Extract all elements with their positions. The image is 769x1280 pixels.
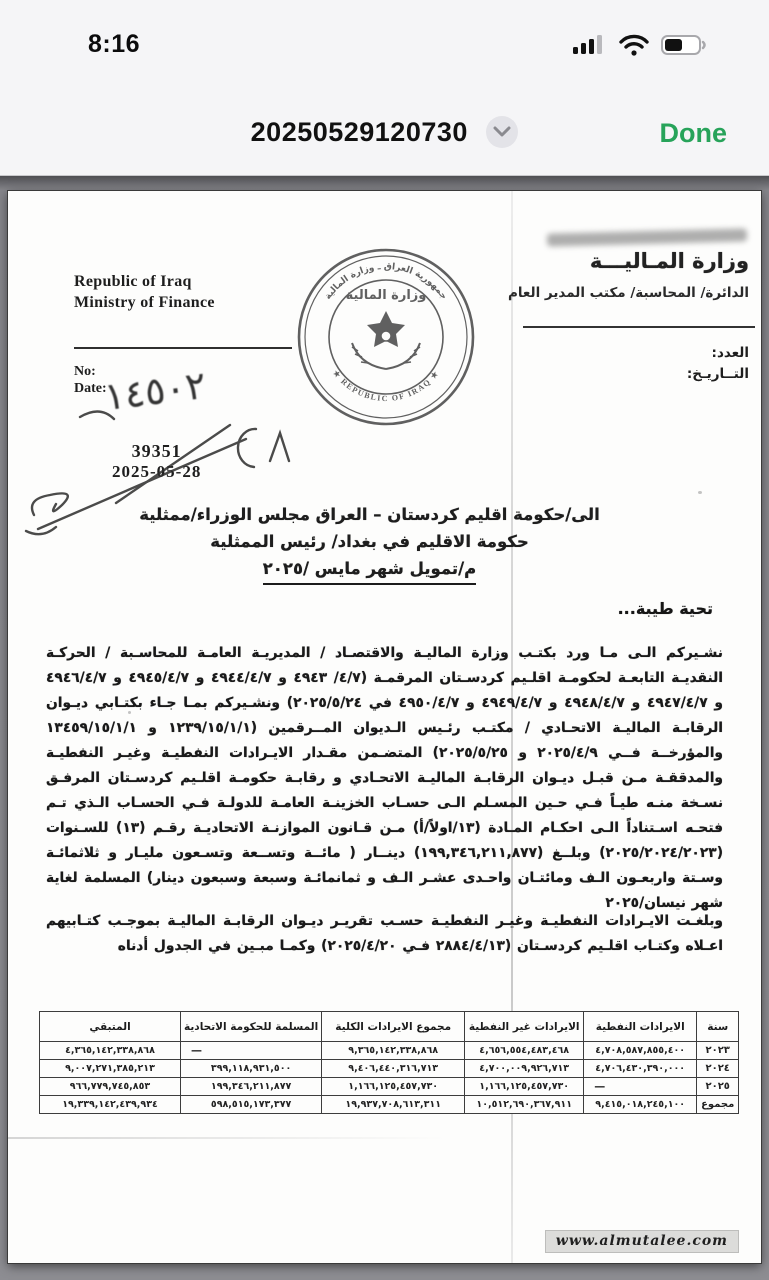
- table-cell-year: ٢٠٢٤: [697, 1060, 739, 1078]
- letterhead-department: الدائرة/ المحاسبة/ مكتب المدير العام: [507, 285, 749, 301]
- table-header: سنة: [697, 1012, 739, 1042]
- table-cell-amount: ٩,٤٠٦,٤٤٠,٣١٦,٧١٣: [322, 1060, 465, 1078]
- address-line-2: حكومة الاقليم في بغداد/ رئيس الممثلية: [210, 532, 529, 551]
- letterhead-english: [74, 271, 215, 313]
- seal-center-text: وزارة المالية: [345, 288, 427, 303]
- table-cell-year: ٢٠٢٣: [697, 1042, 739, 1060]
- ios-chrome: [0, 0, 769, 176]
- body-paragraph-2: وبلغـت الايـرادات النفطيـة وغيـر النفطيـة حسـب تقريـر ديـوان الرقابـة الماليـة بموجـب كتـابيهم اعـلاه وكتـاب اقلـيم كردسـتان (٢٨٨٤/٤/١٣ فـي ٢٠٢٥/٤/٢٠) وكمـا مبـين في الجدول أدناه: [46, 913, 723, 954]
- date-label: Date:: [74, 381, 107, 396]
- chevron-down-icon: [493, 126, 511, 138]
- scan-smudge: [547, 228, 747, 246]
- letterhead-arabic: [499, 249, 749, 301]
- table-cell-year: ٢٠٢٥: [697, 1078, 739, 1096]
- ministry-seal: [296, 247, 476, 427]
- handwritten-number: ١٤٥٠٢: [101, 362, 209, 420]
- stamp-date: 2025-05-28: [112, 462, 202, 481]
- subject-line: م/تمويل شهر مايس /٢٠٢٥: [263, 555, 477, 585]
- no-label: No:: [74, 364, 96, 379]
- revenue-table: [39, 1011, 739, 1114]
- table-row: [40, 1078, 739, 1096]
- table-cell-amount: ٩٦٦,٧٧٩,٧٤٥,٨٥٣: [40, 1078, 181, 1096]
- tarikh-label: التــاريـخ:: [686, 366, 749, 382]
- seal-ring-text-arabic: جمهورية العراق ـ وزارة المالية: [323, 261, 449, 302]
- letterhead-ministry-en: Ministry of Finance: [74, 294, 215, 311]
- table-cell-amount: ٥٩٨,٥١٥,١٧٣,٣٧٧: [181, 1096, 322, 1114]
- battery-icon: [661, 34, 707, 56]
- table-header: الايرادات غير النفطية: [465, 1012, 584, 1042]
- done-button[interactable]: Done: [659, 118, 727, 148]
- body-paragraph-1: نشـيركم الـى مـا ورد بكتـب وزارة الماليـة والاقتصـاد / المديريـة العامـة للمحاسـبة / الحركـة النقديـة التابعـة لحكومـة اقلـيم كردسـتان المرقمـة (٤/٧/ ٤٩٤٣ و ٤٩٤٤/٤/٧ و ٤٩٤٥/٤/٧ و ٤٩٤٦/٤/٧ و ٤٩٤٧/٤/٧ و ٤٩٤٨/٤/٧ و ٤٩٤٩/٤/٧ و ٤٩٥٠/٤/٧ في ٢٠٢٥/٥/٢٤) ونشـيركم بمـا جـاء بكتـابي ديـوان الرقابـة الماليـة الاتحـادي / مكتـب رئـيس الـديوان المــرقمين (١٢٣٩/١٥/١/١ و ١٣٤٥٩/١٥/١/١ والمؤرخــة فــي ٢٠٢٥/٤/٩ و ٢٠٢٥/٥/٢٥) المتضـمن مقـدار الايـرادات النفطيـة وغيـر النفطيـة والمدققـة مـن قبـل ديـوان الرقابـة الماليـة الاتحـادي و رقابـة حكومـة اقلـيم كردسـتان المرفـق نسـخة منـه طيـاً فـي حـين المسـلم الـى حسـاب الخزينـة العامـة للدولـة فـي الحسـاب الـذي تـم فتحـه اسـتناداً الـى احكـام المـادة (١٣/اولاً/أ) مـن قـانون الموازنـة الاتحاديـة رقـم (١٣) للسـنوات (٢٠٢٥/٢٠٢٤/٢٠٢٣) وبلــغ (١٩٩,٣٤٦,٢١١,٨٧٧) دينــار ( مائــة وتســعة وتسـعون مليـار و ثلاثمائـة وسـتة واربعـون الـف ومائتـان واحـدى عشـر الـف و ثمانمائـة وسبعة وسبعون دينار) المسلمة لغاية شهر نيسان/٢٠٢٥: [46, 645, 724, 911]
- table-header: مجموع الايرادات الكلية: [322, 1012, 465, 1042]
- address-block: [8, 501, 731, 585]
- table-cell-amount: ٣٩٩,١١٨,٩٣١,٥٠٠: [181, 1060, 322, 1078]
- salutation: تحية طيبة...: [617, 599, 713, 618]
- table-cell-amount: ٤,٦٥٦,٥٥٤,٤٨٣,٤٦٨: [465, 1042, 584, 1060]
- title-dropdown-button[interactable]: [486, 116, 518, 148]
- stamp-number: 39351: [131, 441, 182, 461]
- seal-ring-text-latin: ★ REPUBLIC OF IRAQ ★: [331, 368, 441, 404]
- scanned-letter-page: [8, 191, 761, 1263]
- page-crease: [8, 1137, 445, 1139]
- letterhead-divider-left: [74, 347, 292, 349]
- table-row: [40, 1060, 739, 1078]
- table-cell-amount: ٤,٧٠٨,٥٨٧,٨٥٥,٤٠٠: [584, 1042, 697, 1060]
- document-viewer[interactable]: [0, 176, 769, 1280]
- table-header: المتبقي: [40, 1012, 181, 1042]
- status-time: 8:16: [88, 30, 141, 58]
- letterhead-ministry-ar: وزارة المـاليـــة: [589, 249, 749, 273]
- table-cell-amount: ١٩,٣٣٩,١٤٢,٤٣٩,٩٣٤: [40, 1096, 181, 1114]
- svg-text:★ REPUBLIC OF IRAQ ★: [331, 368, 441, 403]
- status-bar: [0, 0, 769, 96]
- letterhead-country: Republic of Iraq: [74, 273, 192, 290]
- table-cell-amount: ٩,٣٦٥,١٤٢,٣٣٨,٨٦٨: [322, 1042, 465, 1060]
- table-cell-amount: ٩,٤١٥,٠١٨,٢٤٥,١٠٠: [584, 1096, 697, 1114]
- table-cell-amount: ١,١٦٦,١٢٥,٤٥٧,٧٣٠: [465, 1078, 584, 1096]
- table-cell-amount: ٤,٣٦٥,١٤٢,٣٣٨,٨٦٨: [40, 1042, 181, 1060]
- scan-speck: [698, 491, 702, 494]
- table-cell-year: مجموع: [697, 1096, 739, 1114]
- table-cell-amount: ١٩,٩٣٧,٧٠٨,٦١٣,٣١١: [322, 1096, 465, 1114]
- watermark: www.almutalee.com: [545, 1230, 739, 1253]
- title-bar: [0, 96, 769, 176]
- address-line-1: الى/حكومة اقليم كردستان – العراق مجلس الوزراء/ممثلية: [139, 505, 600, 524]
- table-row: [40, 1096, 739, 1114]
- table-cell-amount: ١٩٩,٣٤٦,٢١١,٨٧٧: [181, 1078, 322, 1096]
- adad-label: العدد:: [711, 345, 749, 361]
- table-cell-amount: —: [181, 1042, 322, 1060]
- table-cell-amount: ١,١٦٦,١٢٥,٤٥٧,٧٣٠: [322, 1078, 465, 1096]
- table-cell-amount: ١٠,٥١٢,٦٩٠,٣٦٧,٩١١: [465, 1096, 584, 1114]
- table-cell-amount: —: [584, 1078, 697, 1096]
- table-cell-amount: ٤,٧٠٦,٤٣٠,٣٩٠,٠٠٠: [584, 1060, 697, 1078]
- letterhead-divider-right: [523, 326, 755, 328]
- document-title[interactable]: 20250529120730: [250, 116, 468, 147]
- table-header: المسلمة للحكومة الاتحادية: [181, 1012, 322, 1042]
- table-cell-amount: ٩,٠٠٧,٢٧١,٣٨٥,٢١٣: [40, 1060, 181, 1078]
- signal-strength-icon: [573, 34, 607, 56]
- table-cell-amount: ٤,٧٠٠,٠٠٩,٩٢٦,٧١٣: [465, 1060, 584, 1078]
- table-row: [40, 1042, 739, 1060]
- table-header: الايرادات النفطية: [584, 1012, 697, 1042]
- adad-tarikh-labels: [687, 343, 749, 385]
- wifi-icon: [619, 34, 649, 56]
